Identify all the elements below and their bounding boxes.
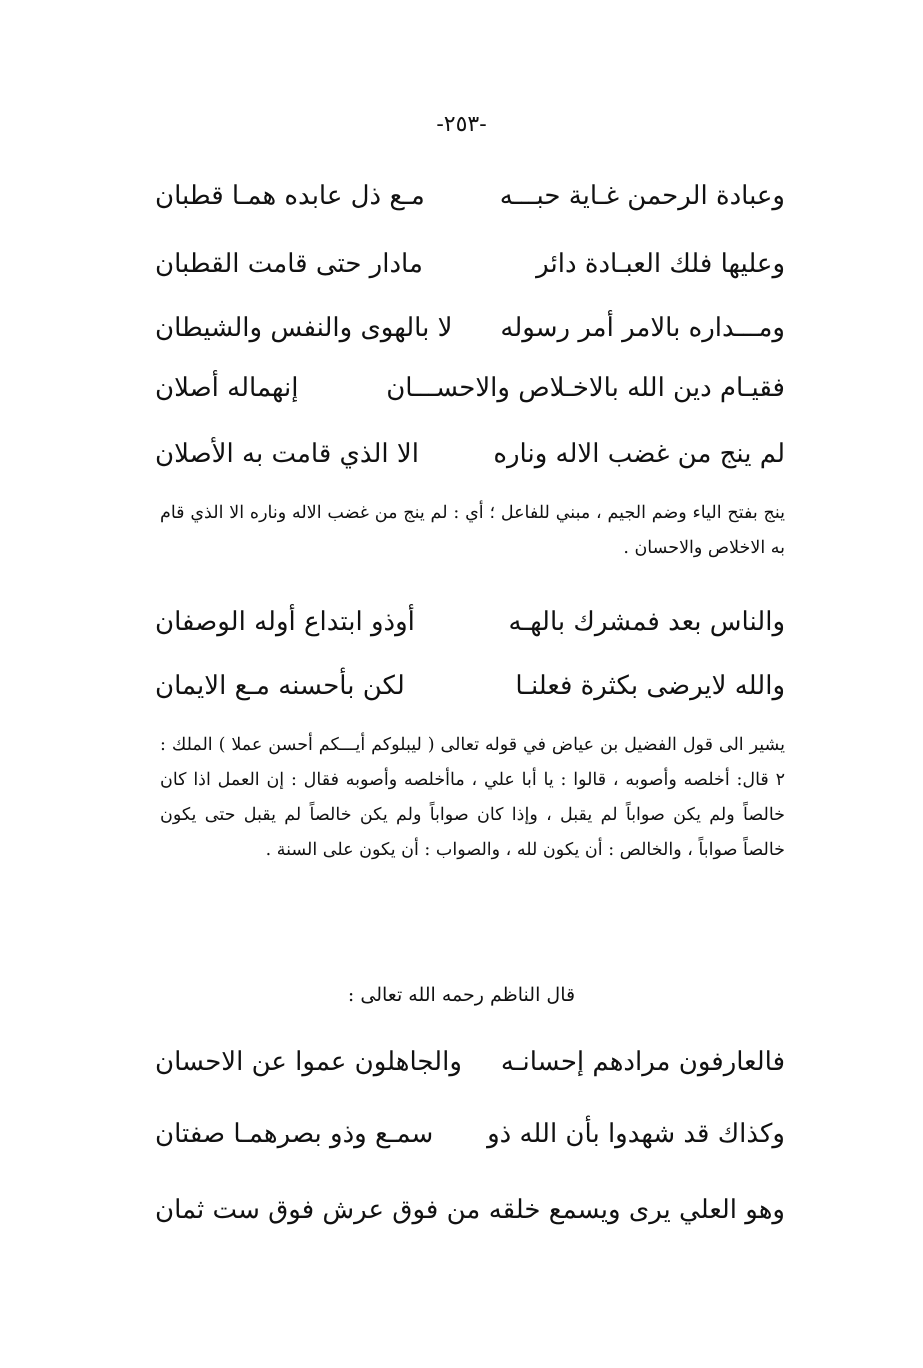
verse-line	[155, 430, 785, 478]
verse-first-hemistich: فقيـام دين الله بالاخـلاص والاحســـان	[386, 373, 785, 403]
verse-second-hemistich: لكن بأحسنه مـع الايمان	[155, 671, 405, 701]
verse-line	[155, 304, 785, 352]
verse-first-hemistich: وهو العلي يرى ويسمع خلقه	[488, 1195, 785, 1225]
verse-second-hemistich: سمـع وذو بصرهمـا صفتان	[155, 1119, 434, 1149]
verse-second-hemistich: أوذو ابتداع أوله الوصفان	[155, 607, 415, 637]
verse-first-hemistich: فالعارفون مرادهم إحسانـه	[500, 1047, 785, 1077]
verse-first-hemistich: والناس بعد فمشرك بالهـه	[508, 607, 785, 637]
verse-second-hemistich: مـع ذل عابده همـا قطبان	[155, 181, 425, 211]
verse-first-hemistich: ومـــداره بالامر أمر رسوله	[500, 313, 785, 343]
verse-second-hemistich: مادار حتى قامت القطبان	[155, 249, 423, 279]
verse-first-hemistich: وعبادة الرحمن غـاية حبـــه	[499, 181, 785, 211]
commentary-note: يشير الى قول الفضيل بن عياض في قوله تعالى ( ليبلوكم أيـــكم أحسن عملا ) الملك : ٢ قال: أخلصه وأصوبه ، قالوا : يا أبا علي ، ماأخلصه وأصوبه فقال : إن العمل اذا كان خالصاً ولم يكن صواباً لم يقبل ، وإذا كان صواباً ولم يكن خالصاً لم يقبل حتى يكون خالصاً صواباً ، والخالص : أن يكون لله ، والصواب : أن يكون على السنة .	[160, 735, 785, 860]
verse-first-hemistich: والله لايرضى بكثرة فعلنـا	[515, 671, 785, 701]
verse-line	[155, 1110, 785, 1158]
verse-second-hemistich: إنهماله أصلان	[155, 373, 299, 403]
verse-second-hemistich: والجاهلون عموا عن الاحسان	[155, 1047, 462, 1077]
verse-second-hemistich: لا بالهوى والنفس والشيطان	[155, 313, 453, 343]
verse-first-hemistich: لم ينج من غضب الاله وناره	[493, 439, 785, 469]
verse-line	[155, 172, 785, 220]
verse-line	[155, 598, 785, 646]
verse-line	[155, 1038, 785, 1086]
commentary-note: ينج بفتح الياء وضم الجيم ، مبني للفاعل ؛ أي : لم ينج من غضب الاله وناره الا الذي قام به الاخلاص والاحسان .	[160, 503, 785, 558]
verse-line	[155, 364, 785, 412]
page-number: -٢٥٣-	[436, 112, 487, 137]
verse-second-hemistich: الا الذي قامت به الأصلان	[155, 439, 419, 469]
verse-line	[155, 1186, 785, 1234]
verse-second-hemistich: من فوق عرش فوق ست ثمان	[155, 1195, 481, 1225]
verse-line	[155, 662, 785, 710]
section-heading: قال الناظم رحمه الله تعالى :	[347, 984, 576, 1006]
verse-line	[155, 240, 785, 288]
verse-first-hemistich: وكذاك قد شهدوا بأن الله ذو	[487, 1119, 785, 1149]
verse-first-hemistich: وعليها فلك العبـادة دائر	[536, 249, 785, 279]
